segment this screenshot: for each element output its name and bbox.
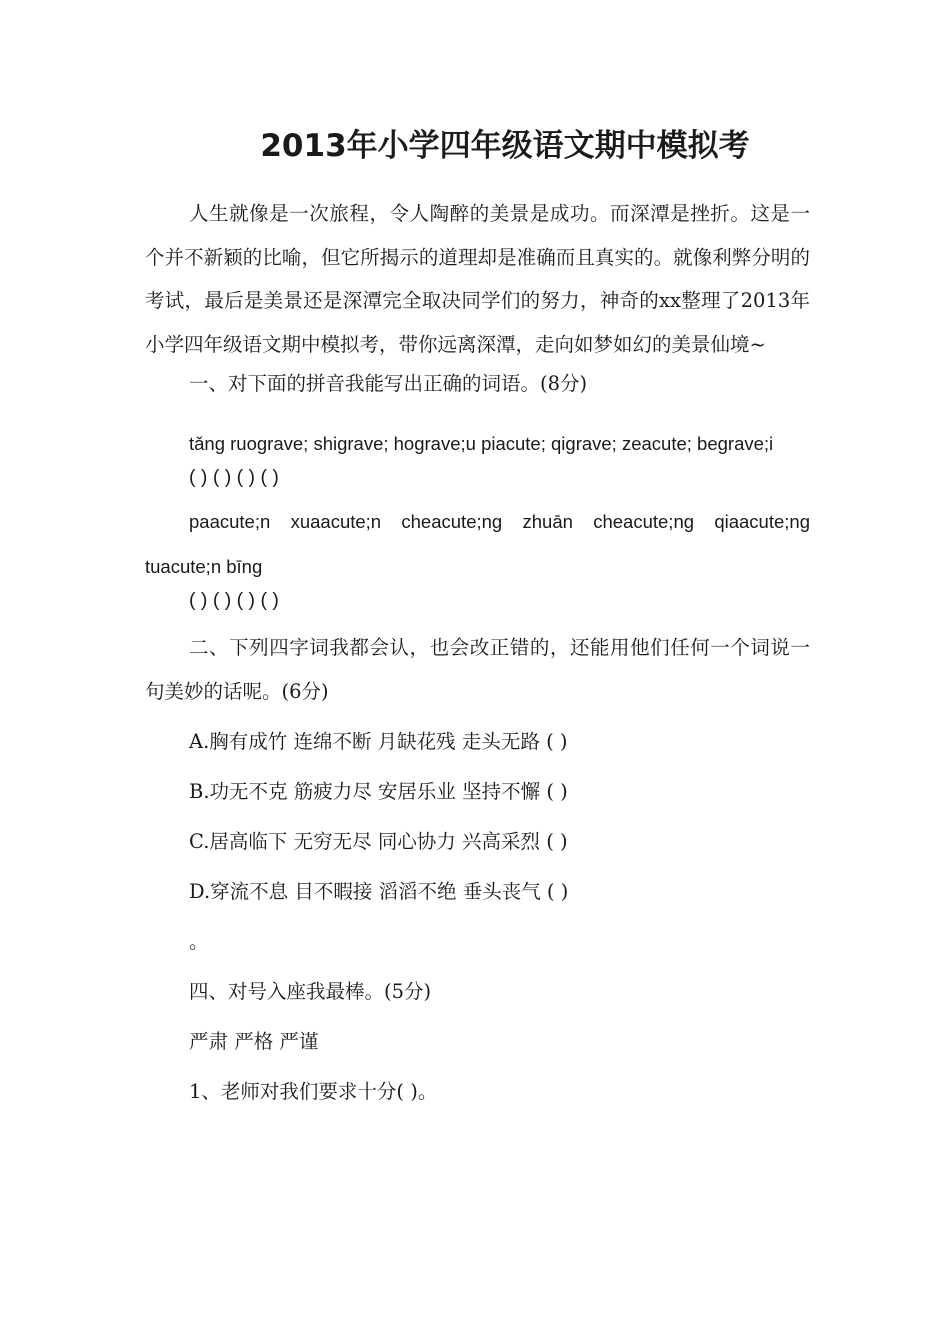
trailing-mark: 。: [189, 930, 209, 953]
document-title: 2013年小学四年级语文期中模拟考: [260, 128, 750, 164]
option-c: C.居高临下 无穷无尽 同心协力 兴高采烈 ( ): [189, 830, 568, 853]
word-choices: 严肃 严格 严谨: [189, 1030, 319, 1053]
question-1: 1、老师对我们要求十分( )。: [189, 1080, 438, 1103]
blanks-row-2: ( ) ( ) ( ) ( ): [189, 589, 279, 611]
intro-paragraph: 人生就像是一次旅程，令人陶醉的美景是成功。而深潭是挫折。这是一个并不新颖的比喻，但它所揭示的道理却是准确而且真实的。就像利弊分明的考试，最后是美景还是深潭完全取决同学们的努力，神奇的xx整理了2013年小学四年级语文期中模拟考，带你远离深潭，走向如梦如幻的美景仙境~: [145, 202, 810, 356]
document-body: [145, 192, 810, 1103]
section2-heading: 二、下列四字词我都会认，也会改正错的，还能用他们任何一个词说一句美妙的话呢。(6分): [145, 636, 810, 703]
option-d: D.穿流不息 目不暇接 滔滔不绝 垂头丧气 ( ): [189, 880, 569, 903]
option-b: B.功无不克 筋疲力尽 安居乐业 坚持不懈 ( ): [189, 780, 568, 803]
section4-heading: 四、对号入座我最棒。(5分): [189, 980, 432, 1003]
pinyin-row-2: paacute;n xuaacute;n cheacute;ng zhuān cheacute;ng qiaacute;ng tuacute;n bīng: [145, 511, 810, 577]
pinyin-row-1: tǎng ruograve; shigrave; hograve;u piacute; qigrave; zeacute; begrave;i: [189, 433, 774, 454]
section1-heading: 一、对下面的拼音我能写出正确的词语。(8分): [189, 372, 588, 395]
blanks-row-1: ( ) ( ) ( ) ( ): [189, 466, 279, 488]
option-a: A.胸有成竹 连绵不断 月缺花残 走头无路 ( ): [189, 730, 568, 753]
